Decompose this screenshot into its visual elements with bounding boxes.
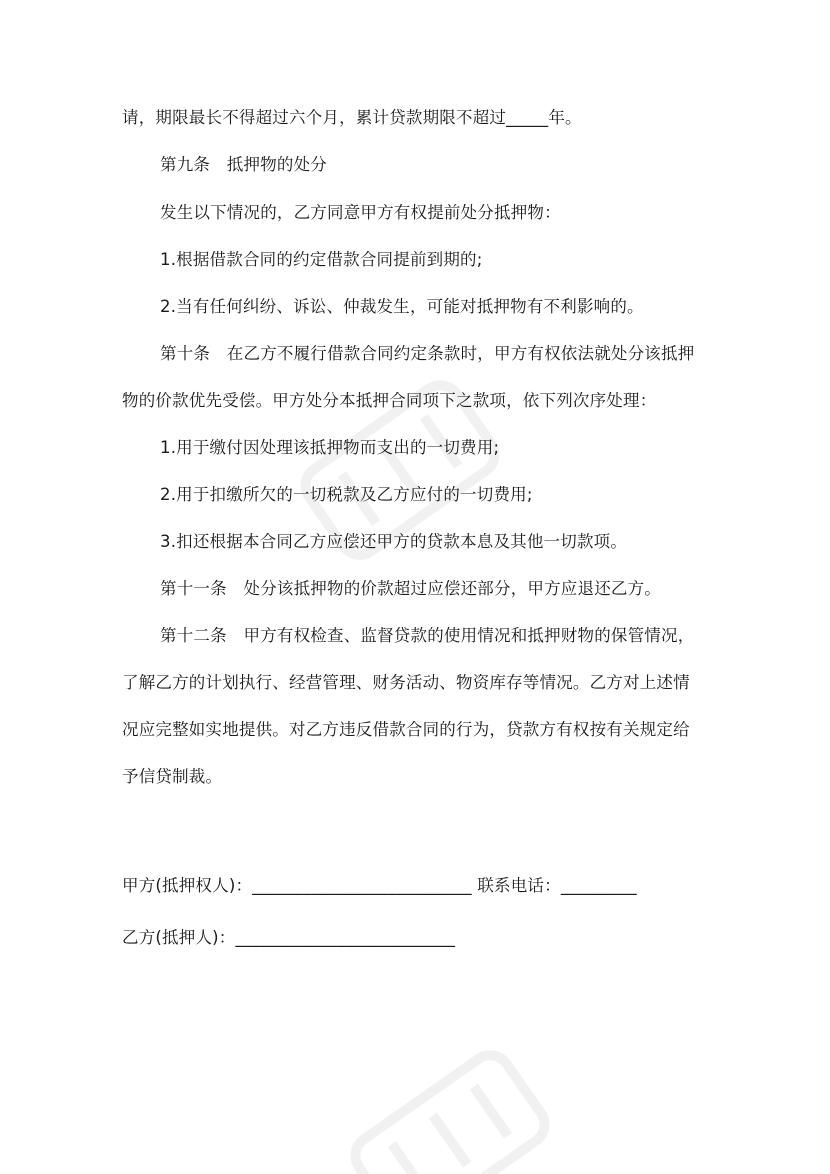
section-heading: 第九条 抵押物的处分 [160,155,327,174]
list-item: 1.用于缴付因处理该抵押物而支出的一切费用; [160,438,500,457]
section-heading: 第十二条 甲方有权检查、监督贷款的使用情况和抵押财物的保管情况， [160,626,695,645]
list-item: 3.扣还根据本合同乙方应偿还甲方的贷款本息及其他一切款项。 [160,532,628,551]
watermark-icon [330,1040,570,1174]
body-line: 物的价款优先受偿。甲方处分本抵押合同项下之款项，依下列次序处理： [122,391,657,410]
list-item: 1.根据借款合同的约定借款合同提前到期的; [160,250,483,269]
body-line: 请，期限最长不得超过六个月，累计贷款期限不超过_____年。 [122,108,582,127]
body-line: 予信贷制裁。 [122,767,223,786]
signature-party-b: 乙方(抵押人)：__________________________ [122,928,456,947]
body-line: 了解乙方的计划执行、经营管理、财务活动、物资库存等情况。乙方对上述情 [122,673,690,692]
body-line: 况应完整如实地提供。对乙方违反借款合同的行为，贷款方有权按有关规定给 [122,720,690,739]
list-item: 2.当有任何纠纷、诉讼、仲裁发生，可能对抵押物有不利影响的。 [160,297,644,316]
list-item: 2.用于扣缴所欠的一切税款及乙方应付的一切费用; [160,485,533,504]
signature-party-a: 甲方(抵押权人)：__________________________ 联系电话：_________ [122,876,637,895]
body-line: 发生以下情况的，乙方同意甲方有权提前处分抵押物： [160,203,561,222]
section-heading: 第十条 在乙方不履行借款合同约定条款时，甲方有权依法就处分该抵押 [160,344,695,363]
section-heading: 第十一条 处分该抵押物的价款超过应偿还部分，甲方应退还乙方。 [160,579,661,598]
